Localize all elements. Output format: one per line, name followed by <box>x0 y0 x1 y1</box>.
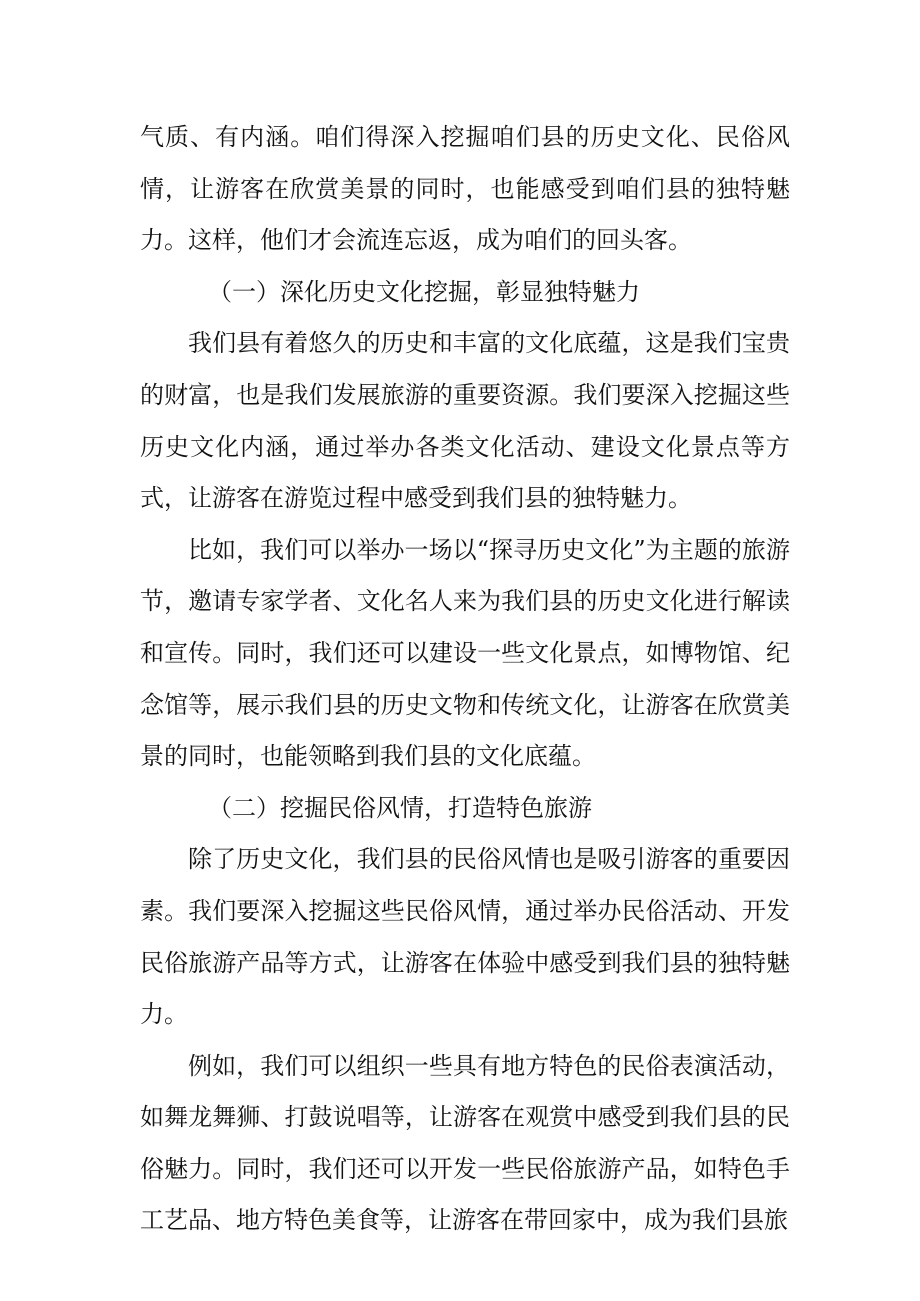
paragraph: 比如，我们可以举办一场以“探寻历史文化”为主题的旅游节，邀请专家学者、文化名人来为我们县的历史文化进行解读和宣传。同时，我们还可以建设一些文化景点，如博物馆、纪念馆等，展示我们县的历史文物和传统文化，让游客在欣赏美景的同时，也能领略到我们县的文化底蕴。 <box>140 535 790 771</box>
section-heading-1: （一）深化历史文化挖掘，彰显独特魅力 <box>208 277 640 306</box>
paragraph: 我们县有着悠久的历史和丰富的文化底蕴，这是我们宝贵的财富，也是我们发展旅游的重要资源。我们要深入挖掘这些历史文化内涵，通过举办各类文化活动、建设文化景点等方式，让游客在游览过程中感受到我们县的独特魅力。 <box>140 329 790 513</box>
paragraph: 除了历史文化，我们县的民俗风情也是吸引游客的重要因素。我们要深入挖掘这些民俗风情，通过举办民俗活动、开发民俗旅游产品等方式，让游客在体验中感受到我们县的独特魅力。 <box>140 845 790 1029</box>
document-body <box>140 112 790 1247</box>
paragraph: 例如，我们可以组织一些具有地方特色的民俗表演活动，如舞龙舞狮、打鼓说唱等，让游客在观赏中感受到我们县的民俗魅力。同时，我们还可以开发一些民俗旅游产品，如特色手工艺品、地方特色美食等，让游客在带回家中，成为我们县旅 <box>140 1051 790 1235</box>
paragraph-continuation: 气质、有内涵。咱们得深入挖掘咱们县的历史文化、民俗风情，让游客在欣赏美景的同时，也能感受到咱们县的独特魅力。这样，他们才会流连忘返，成为咱们的回头客。 <box>140 123 790 255</box>
section-heading-2: （二）挖掘民俗风情，打造特色旅游 <box>208 793 592 822</box>
